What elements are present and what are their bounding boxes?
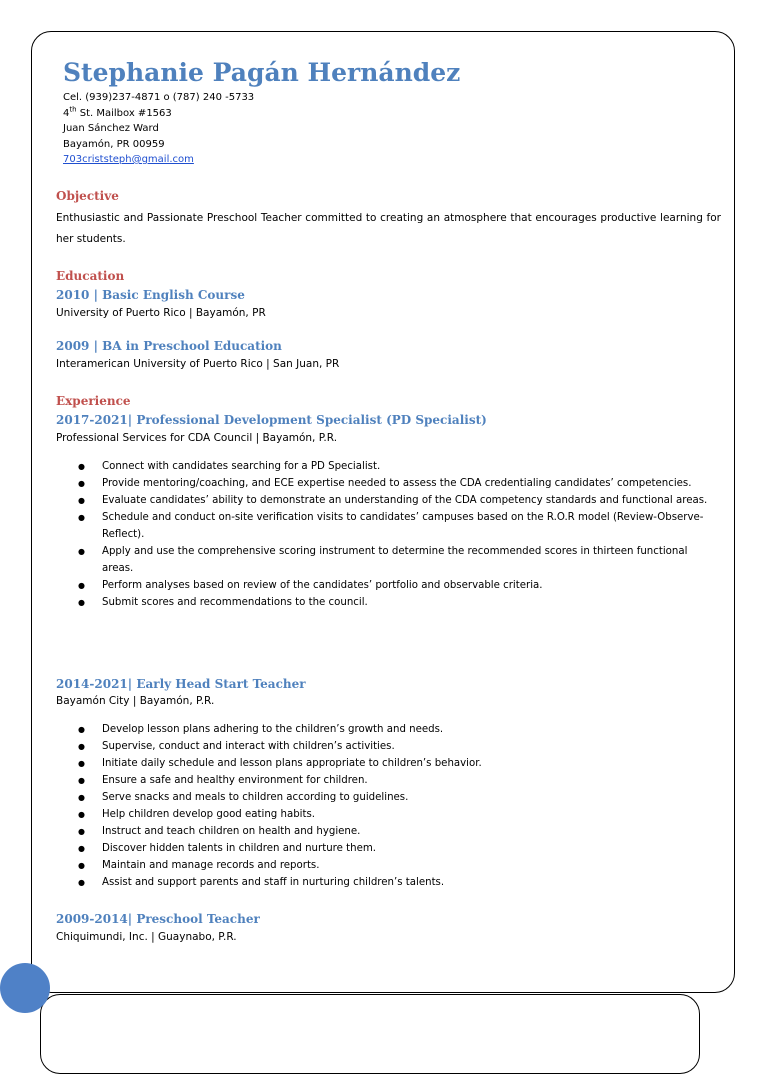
list-item: ● Initiate daily schedule and lesson plans appropriate to children’s behavior. [56,755,716,772]
ward-line: Juan Sánchez Ward [63,123,159,134]
list-item: ● Connect with candidates searching for a PD Specialist. [56,458,716,475]
education-place-2: Interamerican University of Puerto Rico | San Juan, PR [56,358,340,370]
job-place-3: Chiquimundi, Inc. | Guaynabo, P.R. [56,931,237,943]
list-item: ● Supervise, conduct and interact with children’s activities. [56,738,716,755]
decorative-circle [0,963,50,1013]
list-item: ● Help children develop good eating habits. [56,806,716,823]
list-item: ● Evaluate candidates’ ability to demonstrate an understanding of the CDA competency standards and functional areas. [56,492,716,509]
address-number: 4 [63,107,70,119]
list-item: ● Ensure a safe and healthy environment for children. [56,772,716,789]
objective-text: Enthusiastic and Passionate Preschool Teacher committed to creating an atmosphere that encourages productive learning for her students. [56,212,721,245]
education-title-1: 2010 | Basic English Course [56,288,245,302]
list-item: ● Instruct and teach children on health and hygiene. [56,823,716,840]
list-item: ● Serve snacks and meals to children according to guidelines. [56,789,716,806]
list-item: ● Perform analyses based on review of the candidates’ portfolio and observable criteria. [56,577,716,594]
email-link[interactable]: 703criststeph@gmail.com [63,154,194,165]
city-line: Bayamón, PR 00959 [63,138,165,150]
resume-name: Stephanie Pagán Hernández [63,58,461,87]
list-item: ● Assist and support parents and staff in nurturing children’s talents. [56,874,716,891]
list-item: ● Schedule and conduct on-site verification visits to candidates’ campuses based on the R.O.R model (Review-Observe-Reflect). [56,509,716,543]
next-page-border [40,994,700,1074]
address-street: St. Mailbox #1563 [76,107,172,119]
job-1-duties [56,458,716,611]
education-place-1: University of Puerto Rico | Bayamón, PR [56,307,266,319]
job-title-1: 2017-2021| Professional Development Specialist (PD Specialist) [56,413,487,427]
list-item: ● Apply and use the comprehensive scoring instrument to determine the recommended scores in thirteen functional areas. [56,543,716,577]
job-title-2: 2014-2021| Early Head Start Teacher [56,677,306,691]
education-heading: Education [56,269,125,283]
contact-block [63,90,254,168]
job-place-2: Bayamón City | Bayamón, P.R. [56,695,215,707]
list-item: ● Develop lesson plans adhering to the children’s growth and needs. [56,721,716,738]
job-title-3: 2009-2014| Preschool Teacher [56,912,260,926]
objective-heading: Objective [56,189,119,203]
list-item: ● Provide mentoring/coaching, and ECE expertise needed to assess the CDA credentialing candidates’ competencies. [56,475,716,492]
education-title-2: 2009 | BA in Preschool Education [56,339,282,353]
job-2-duties [56,721,716,891]
address-line [63,106,254,122]
phone-line: Cel. (939)237-4871 o (787) 240 -5733 [63,92,255,103]
list-item: ● Discover hidden talents in children and nurture them. [56,840,716,857]
job-place-1: Professional Services for CDA Council | Bayamón, P.R. [56,432,338,444]
list-item: ● Submit scores and recommendations to the council. [56,594,716,611]
list-item: ● Maintain and manage records and reports. [56,857,716,874]
address-ordinal: th [69,105,77,114]
experience-heading: Experience [56,394,131,408]
